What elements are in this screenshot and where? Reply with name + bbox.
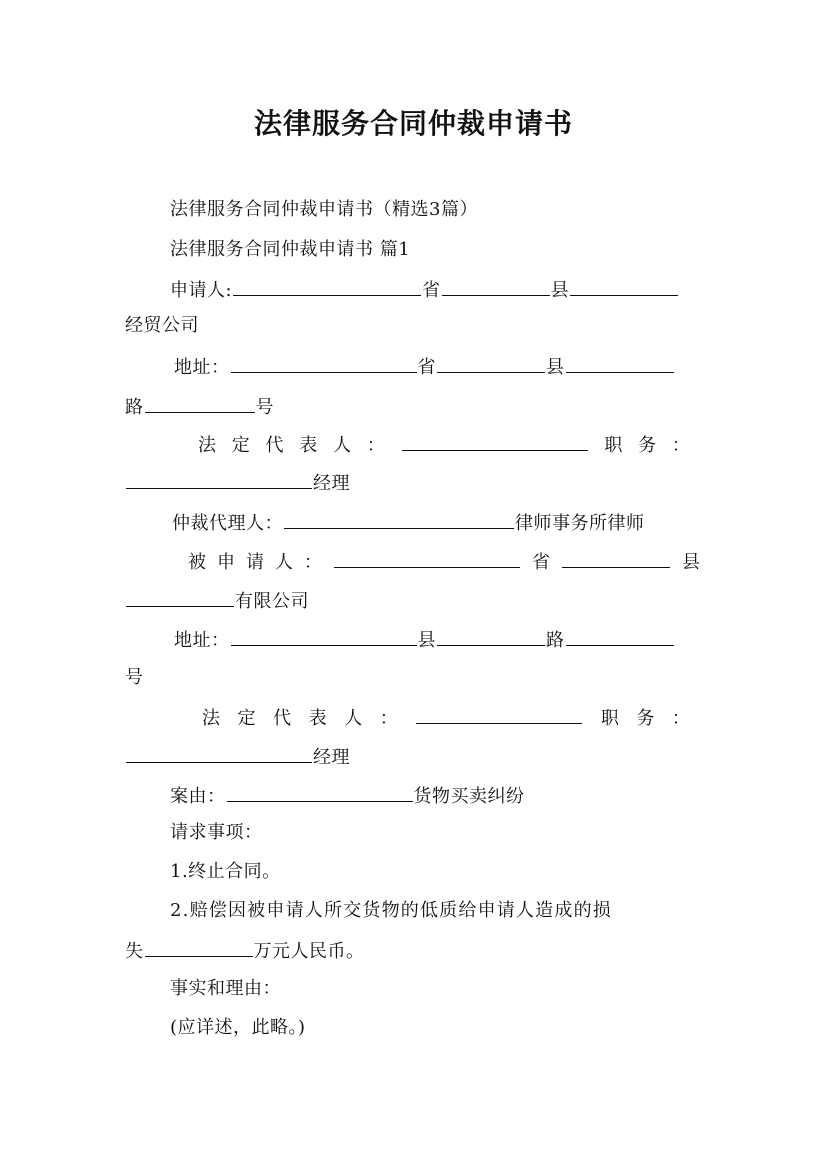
respondent-rep-char: 表 — [308, 708, 327, 729]
case-line — [170, 783, 525, 809]
applicant-county-blank — [442, 277, 550, 296]
respondent-rep-char: 代 — [273, 708, 292, 729]
applicant-road-number-blank — [145, 394, 255, 413]
applicant-address-road: 路 — [125, 397, 144, 418]
respondent-company-line — [125, 588, 309, 614]
respondent-position-blank — [126, 744, 312, 763]
respondent-address-road: 路 — [546, 630, 565, 651]
respondent-province: 省 — [532, 552, 550, 573]
applicant-rep-line — [198, 432, 690, 458]
claims-heading: 请求事项： — [170, 822, 263, 843]
applicant-address-label: 地址： — [174, 357, 230, 378]
page-title: 法律服务合同仲裁申请书 — [253, 107, 573, 140]
applicant-position-blank — [126, 470, 312, 489]
applicant-address-blank-2 — [437, 354, 545, 373]
respondent-address-label: 地址： — [174, 630, 230, 651]
applicant-position-line — [125, 470, 350, 496]
case-label: 案由： — [170, 786, 226, 807]
applicant-province: 省 — [422, 280, 441, 301]
respondent-address-line — [174, 627, 675, 653]
applicant-label: 申请人: — [170, 280, 233, 301]
facts-note: (应详述，此略。) — [170, 1017, 306, 1038]
applicant-manager: 经理 — [313, 473, 350, 494]
applicant-rep-char: ： — [366, 435, 385, 456]
respondent-name-blank — [334, 549, 520, 568]
applicant-address-county: 县 — [546, 357, 565, 378]
applicant-address-blank-3 — [566, 354, 674, 373]
respondent-address-blank-2 — [437, 627, 545, 646]
respondent-address-number: 号 — [125, 667, 144, 688]
applicant-rep-char: 法 — [198, 435, 216, 456]
respondent-company-suffix: 有限公司 — [235, 591, 309, 612]
respondent-rep-char: 定 — [237, 708, 256, 729]
applicant-rep-char: 表 — [299, 435, 318, 456]
case-blank — [227, 783, 413, 802]
agent-line — [172, 510, 645, 536]
respondent-char: 申 — [217, 552, 235, 573]
respondent-rep-blank — [416, 705, 582, 724]
respondent-position-char: 务 — [636, 708, 655, 729]
applicant-address-province: 省 — [417, 357, 436, 378]
applicant-address-line-2 — [125, 394, 274, 420]
respondent-address-county: 县 — [417, 630, 436, 651]
applicant-rep-blank — [402, 432, 588, 451]
respondent-address-blank-3 — [566, 627, 674, 646]
respondent-company-blank — [126, 588, 234, 607]
applicant-address-number: 号 — [255, 397, 274, 418]
respondent-char: ： — [304, 552, 322, 573]
applicant-position-char: 职 — [604, 435, 623, 456]
applicant-line — [170, 277, 679, 303]
applicant-company-blank — [570, 277, 678, 296]
claim-2-prefix: 失 — [125, 941, 144, 962]
respondent-position-char: 职 — [600, 708, 619, 729]
respondent-manager: 经理 — [313, 747, 350, 768]
applicant-position-char: ： — [671, 435, 690, 456]
respondent-county-blank — [562, 549, 670, 568]
respondent-char: 人 — [275, 552, 293, 573]
respondent-char: 被 — [188, 552, 206, 573]
respondent-rep-line — [202, 705, 690, 731]
applicant-position-char: 务 — [638, 435, 657, 456]
claim-2-line-1: 2.赔偿因被申请人所交货物的低质给申请人造成的损 — [170, 900, 612, 921]
facts-heading: 事实和理由： — [170, 978, 281, 999]
case-suffix: 货物买卖纠纷 — [413, 786, 525, 807]
respondent-position-line — [125, 744, 350, 770]
respondent-rep-char: 人 — [344, 708, 363, 729]
applicant-company-suffix: 经贸公司 — [125, 315, 199, 336]
applicant-address-line — [174, 354, 675, 380]
respondent-county: 县 — [682, 552, 700, 573]
applicant-county: 县 — [550, 280, 570, 301]
claim-2-amount-blank — [145, 938, 253, 957]
applicant-rep-char: 代 — [265, 435, 284, 456]
claim-2-suffix: 万元人民币。 — [253, 941, 365, 962]
subtitle: 法律服务合同仲裁申请书（精选3篇） — [170, 199, 478, 220]
respondent-position-char: ： — [671, 708, 690, 729]
applicant-name-blank — [233, 277, 421, 296]
applicant-rep-char: 定 — [231, 435, 250, 456]
agent-suffix: 律师事务所律师 — [515, 513, 645, 534]
agent-label: 仲裁代理人： — [172, 513, 283, 534]
applicant-address-blank-1 — [231, 354, 417, 373]
respondent-rep-char: ： — [379, 708, 398, 729]
applicant-rep-char: 人 — [333, 435, 352, 456]
claim-2-line-2 — [125, 938, 365, 964]
respondent-line — [188, 549, 700, 575]
respondent-char: 请 — [246, 552, 264, 573]
claim-1: 1.终止合同。 — [170, 861, 281, 882]
agent-blank — [284, 510, 514, 529]
respondent-rep-char: 法 — [202, 708, 220, 729]
part-heading: 法律服务合同仲裁申请书 篇1 — [170, 239, 411, 260]
respondent-address-blank-1 — [231, 627, 417, 646]
